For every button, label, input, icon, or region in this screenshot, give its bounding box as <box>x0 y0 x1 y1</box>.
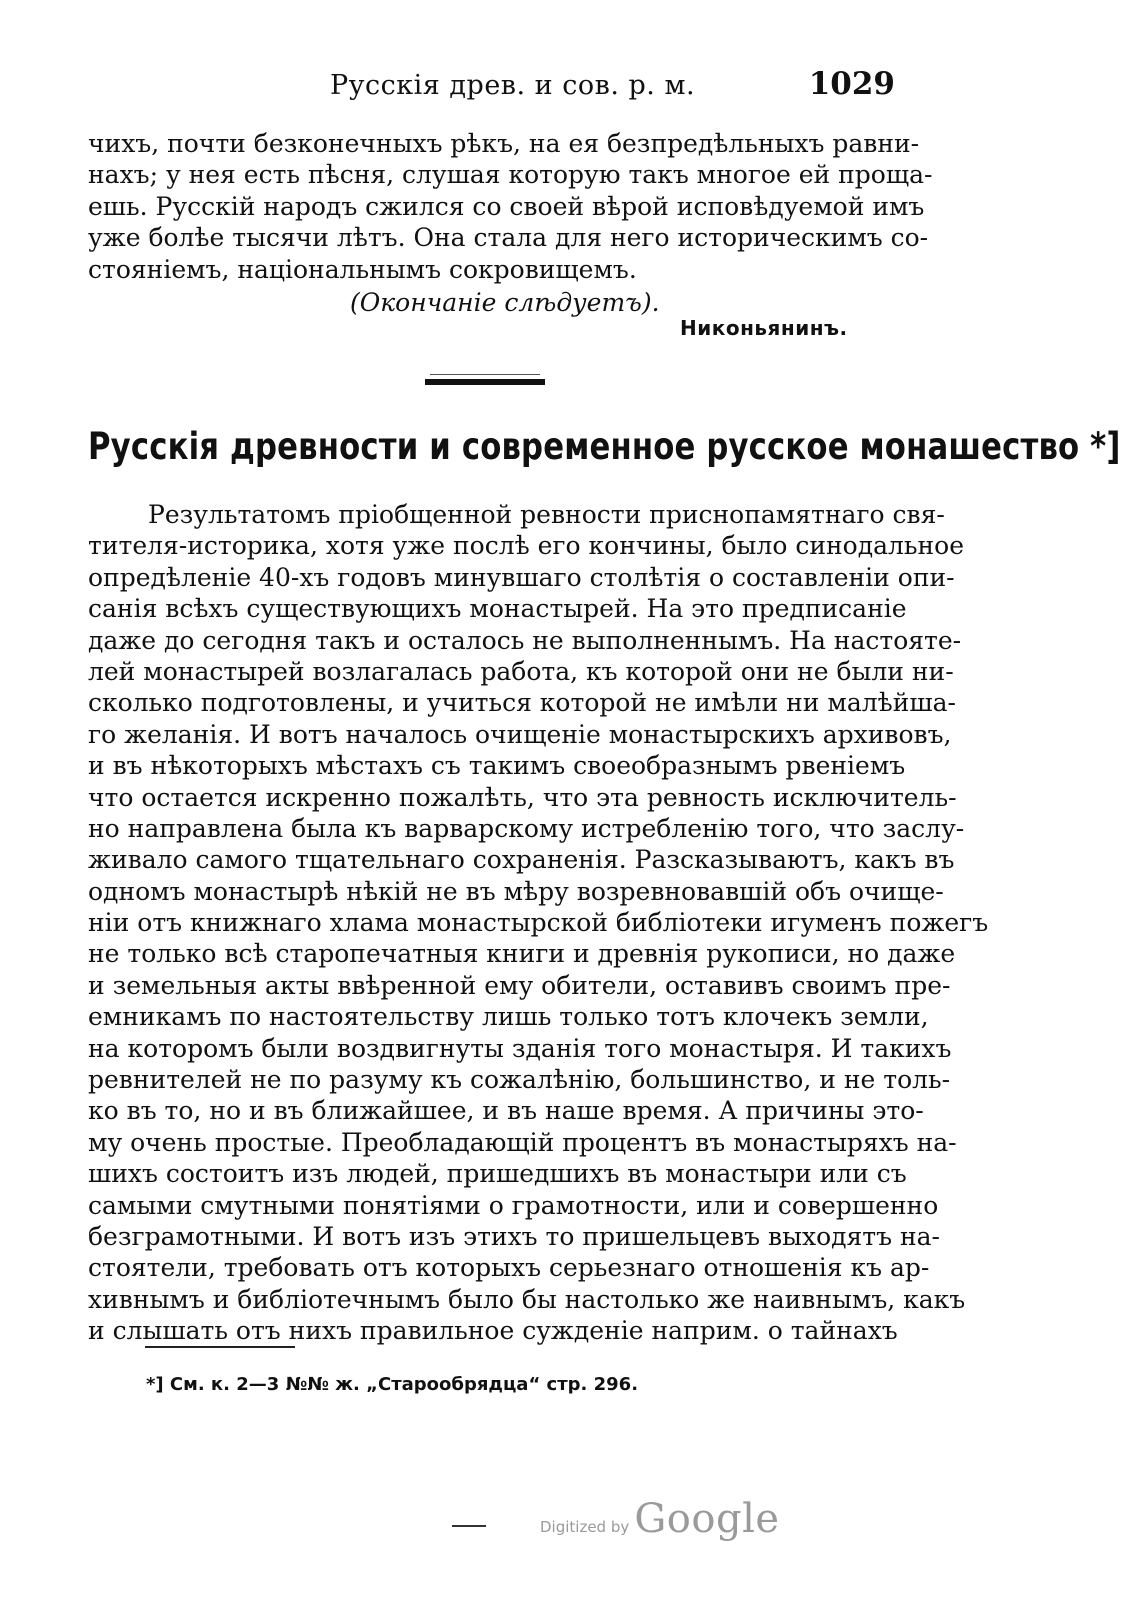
text-line: и земельныя акты ввѣренной ему обители, оставивъ своимъ пре- <box>88 970 951 1000</box>
text-line: санія всѣхъ существующихъ монастырей. На это предписаніе <box>88 594 907 624</box>
page-header <box>90 66 895 110</box>
text-line: нахъ; у нея есть пѣсня, слушая которую такъ многое ей проща- <box>88 160 933 190</box>
footnote: *] См. к. 2—3 №№ ж. „Старообрядца“ стр. 296. <box>146 1374 639 1395</box>
running-title: Русскія древ. и сов. р. м. <box>330 70 696 101</box>
bottom-dash <box>452 1525 486 1527</box>
text-line: ешь. Русскій народъ сжился со своей вѣрой исповѣдуемой имъ <box>88 191 925 221</box>
text-line: что остается искренно пожалѣть, что эта ревность исключитель- <box>88 782 957 812</box>
digitized-watermark <box>540 1496 780 1542</box>
text-line: уже болѣе тысячи лѣтъ. Она стала для него историческимъ со- <box>88 223 929 253</box>
text-line: го желанія. И вотъ началось очищеніе монастырскихъ архивовъ, <box>88 719 952 749</box>
text-line: опредѣленіе 40-хъ годовъ минувшаго столѣтія о составленіи опи- <box>88 562 955 592</box>
text-line: Результатомъ пріобщенной ревности приснопамятнаго свя- <box>148 500 945 529</box>
text-line: стояніемъ, національнымъ сокровищемъ. <box>88 254 637 284</box>
section-divider-thin <box>430 374 540 375</box>
article-body <box>88 499 989 1347</box>
text-line: ніи отъ книжнаго хлама монастырской библіотеки игуменъ пожегъ <box>88 908 989 938</box>
text-line: и слышать отъ нихъ правильное сужденіе наприм. о тайнахъ <box>88 1316 898 1346</box>
watermark-prefix: Digitized by <box>540 1518 630 1536</box>
article-title: Русскія древности и современное русское монашество *] <box>88 425 1121 468</box>
text-line: тителя-историка, хотя уже послѣ его кончины, было синодальное <box>88 531 965 561</box>
text-line: ко въ то, но и въ ближайшее, и въ наше время. А причины это- <box>88 1096 924 1126</box>
google-logo: Google <box>634 1496 780 1542</box>
text-line: безграмотными. И вотъ изъ этихъ то пришельцевъ выходятъ на- <box>88 1221 941 1251</box>
text-line: самыми смутными понятіями о грамотности, или и совершенно <box>88 1190 939 1220</box>
section-divider <box>425 379 545 385</box>
text-line: живало самого тщательнаго сохраненія. Разсказываютъ, какъ въ <box>88 845 955 875</box>
text-line: но направлена была къ варварскому истребленію того, что заслу- <box>88 813 965 843</box>
text-line: чихъ, почти безконечныхъ рѣкъ, на ея безпредѣльныхъ равни- <box>88 129 920 158</box>
author-signature: Никоньянинъ. <box>680 316 848 340</box>
continuation-note: (Окончаніе слѣдуетъ). <box>350 288 660 317</box>
text-line: одномъ монастырѣ нѣкій не въ мѣру возревновавшій объ очище- <box>88 876 944 906</box>
text-line: не только всѣ старопечатныя книги и древнія рукописи, но даже <box>88 939 956 969</box>
previous-article-text <box>88 128 933 285</box>
page-number: 1029 <box>808 66 895 102</box>
text-line: шихъ состоитъ изъ людей, пришедшихъ въ монастыри или съ <box>88 1159 907 1189</box>
text-line: стоятели, требовать отъ которыхъ серьезнаго отношенія къ ар- <box>88 1253 930 1283</box>
text-line: хивнымъ и библіотечнымъ было бы настолько же наивнымъ, какъ <box>88 1284 966 1314</box>
text-line: ревнителей не по разуму къ сожалѣнію, большинство, и не толь- <box>88 1065 951 1095</box>
footnote-rule <box>145 1346 295 1348</box>
text-line: емникамъ по настоятельству лишь только тотъ клочекъ земли, <box>88 1002 929 1032</box>
text-line: даже до сегодня такъ и осталось не выполненнымъ. На настояте- <box>88 625 962 655</box>
text-line: и въ нѣкоторыхъ мѣстахъ съ такимъ своеобразнымъ рвеніемъ <box>88 751 906 781</box>
text-line: сколько подготовлены, и учиться которой не имѣли ни малѣйша- <box>88 688 956 718</box>
text-line: на которомъ были воздвигнуты зданія того монастыря. И такихъ <box>88 1033 952 1063</box>
text-line: лей монастырей возлагалась работа, къ которой они не были ни- <box>88 656 954 686</box>
text-line: му очень простые. Преобладающій процентъ въ монастыряхъ на- <box>88 1127 957 1157</box>
